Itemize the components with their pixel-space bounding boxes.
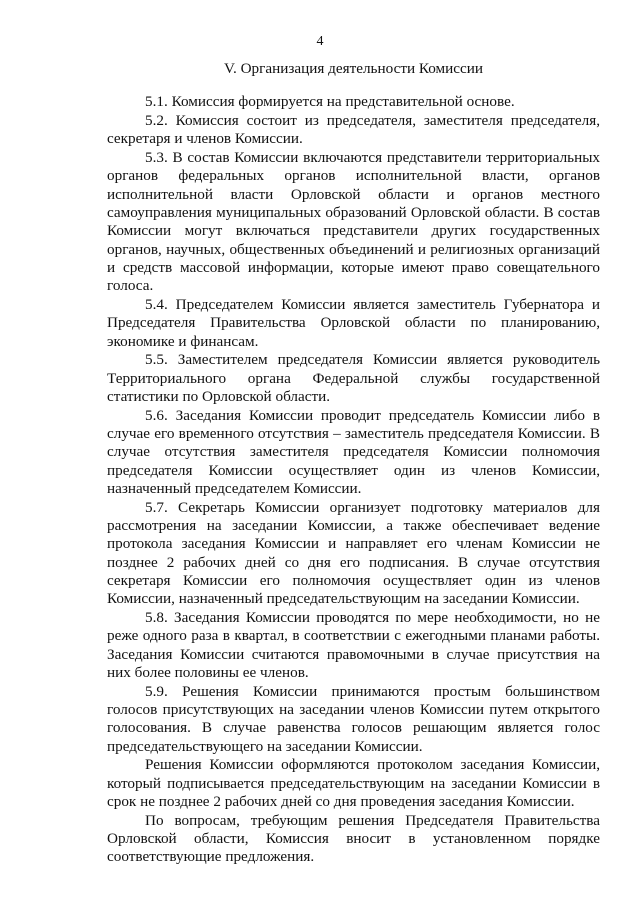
document-body xyxy=(107,60,600,867)
paragraph-5-7: 5.7. Секретарь Комиссии организует подготовку материалов для рассмотрения на заседании Комиссии, а также обеспечивает ведение протокола заседания Комиссии и направляет его членам Комиссии не позднее 2 рабочих дней со дня его подписания. В случае отсутствия секретаря Комиссии его полномочия осуществляет один из членов Комиссии, назначенный председательствующим на заседании Комиссии. xyxy=(107,498,600,608)
paragraph-5-5: 5.5. Заместителем председателя Комиссии является руководитель Территориального органа Федеральной службы государственной статистики по Орловской области. xyxy=(107,351,600,406)
paragraph-5-6: 5.6. Заседания Комиссии проводит председатель Комиссии либо в случае его временного отсутствия – заместитель председателя Комиссии. В случае отсутствия заместителя председателя Комиссии полномочия председателя Комиссии осуществляет один из членов Комиссии, назначенный председателем Комиссии. xyxy=(107,406,600,498)
paragraph-proposals: По вопросам, требующим решения Председателя Правительства Орловской области, Комиссия вносит в установленном порядке соответствующие предложения. xyxy=(107,811,600,866)
paragraph-5-2: 5.2. Комиссия состоит из председателя, заместителя председателя, секретаря и членов Комиссии. xyxy=(107,112,600,148)
paragraph-protocol: Решения Комиссии оформляются протоколом заседания Комиссии, который подписывается председательствующим на заседании Комиссии в срок не позднее 2 рабочих дней со дня проведения заседания Комиссии. xyxy=(107,756,600,811)
section-title: V. Организация деятельности Комиссии xyxy=(223,60,484,77)
paragraph-5-9: 5.9. Решения Комиссии принимаются простым большинством голосов присутствующих на заседании членов Комиссии путем открытого голосования. В случае равенства голосов решающим является голос председательствующего на заседании Комиссии. xyxy=(107,682,600,755)
page-number: 4 xyxy=(316,34,324,49)
paragraph-5-3: 5.3. В состав Комиссии включаются представители территориальных органов федеральных органов исполнительной власти, органов исполнительной власти Орловской области и органов местного самоуправления муниципальных образований Орловской области. В состав Комиссии могут включаться представители других государственных органов, научных, общественных объединений и религиозных организаций и средств массовой информации, которые имеют право совещательного голоса. xyxy=(107,149,600,295)
paragraph-5-4: 5.4. Председателем Комиссии является заместитель Губернатора и Председателя Правительства Орловской области по планированию, экономике и финансам. xyxy=(107,296,600,350)
paragraph-5-8: 5.8. Заседания Комиссии проводятся по мере необходимости, но не реже одного раза в квартал, в соответствии с ежегодными планами работы. Заседания Комиссии считаются правомочными в случае присутствия на них более половины ее членов. xyxy=(107,609,600,681)
paragraph-5-1: 5.1. Комиссия формируется на представительной основе. xyxy=(145,93,515,111)
